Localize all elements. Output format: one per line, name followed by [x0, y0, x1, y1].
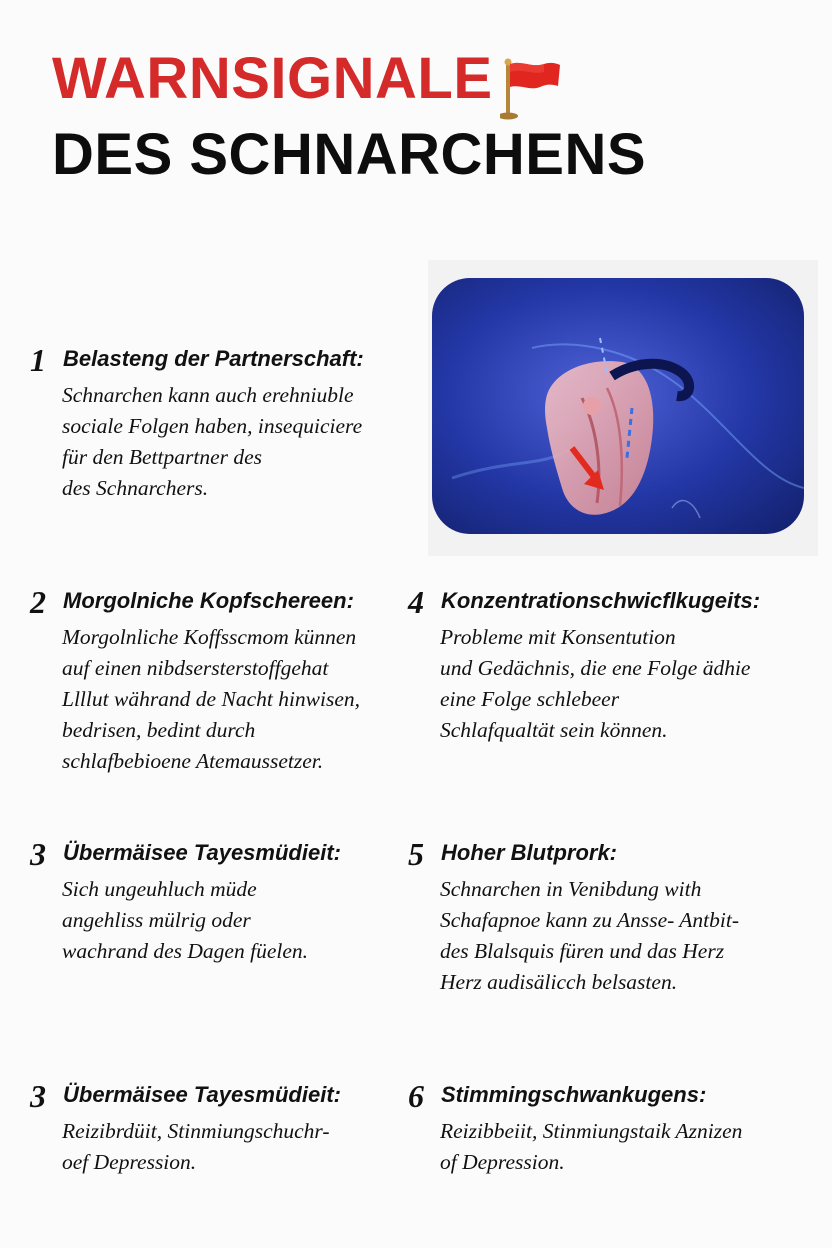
item-text: Probleme mit Konsentution und Gedächnis, die ene Folge ädhie eine Folge schlebeer Schlafqualtät sein können. [440, 625, 751, 742]
item-text: Schnarchen kann auch erehniuble sociale Folgen haben, insequiciere für den Bettpartner des des Schnarchers. [62, 383, 363, 500]
item-text: Sich ungeuhluch müde angehliss mülrig oder wachrand des Dagen füelen. [62, 877, 309, 963]
item-heading: Belasteng der Partnerschaft: [63, 346, 364, 371]
item-number: 1 [30, 342, 46, 378]
page-title-line-2: DES SCHNARCHENS [52, 122, 647, 187]
item-heading: Übermäisee Tayesmüdieit: [63, 840, 341, 865]
item-number: 3 [30, 1078, 46, 1114]
item-number: 6 [408, 1078, 424, 1114]
red-flag-icon [500, 58, 566, 122]
item-heading: Stimmingschwankugens: [441, 1082, 707, 1107]
item-heading: Hoher Blutprork: [441, 840, 617, 865]
item-number: 2 [30, 584, 46, 620]
snoring-airway-illustration [432, 278, 804, 534]
item-heading: Übermäisee Tayesmüdieit: [63, 1082, 341, 1107]
item-text: Morgolnliche Koffsscmom künnen auf einen nibdsersterstoffgehat Llllut währand de Nacht hinwisen, bedrisen, bedint durch schlafbebioene Atemaussetzer. [62, 625, 361, 773]
item-number: 3 [30, 836, 46, 872]
item-number: 5 [408, 836, 424, 872]
item-number: 4 [408, 584, 424, 620]
item-heading: Konzentrationschwicflkugeits: [441, 588, 761, 613]
item-text: Reizibbeiit, Stinmiungstaik Aznizen of Depression. [440, 1119, 743, 1174]
item-text: Schnarchen in Venibdung with Schafapnoe kann zu Ansse- Antbit- des Blalsquis füren und das Herz Herz audisälicch belsasten. [440, 877, 739, 994]
item-text: Reizibrdüit, Stinmiungschuchr- oef Depression. [62, 1119, 330, 1174]
page-title-line-1: WARNSIGNALE [52, 46, 493, 111]
item-heading: Morgolniche Kopfschereen: [63, 588, 354, 613]
